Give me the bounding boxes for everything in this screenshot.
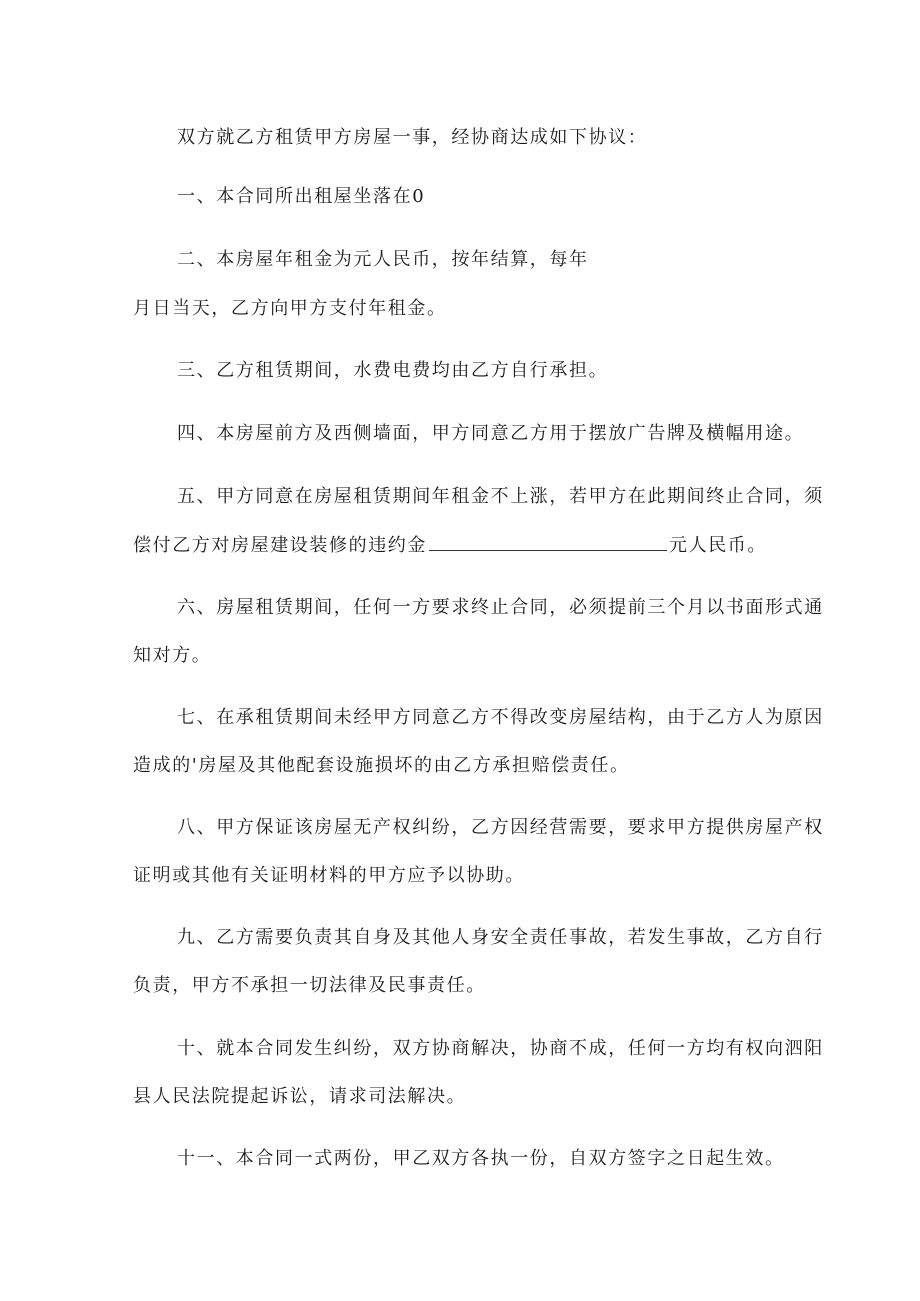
clause-7-line-2: 造成的'房屋及其他配套设施损坏的由乙方承担赔偿责任。 — [133, 755, 630, 776]
clause-1: 一、本合同所出租屋坐落在0 — [177, 186, 426, 207]
clause-4: 四、本房屋前方及西侧墙面，甲方同意乙方用于摆放广告牌及横幅用途。 — [177, 423, 805, 444]
clause-9-line-1: 九、乙方需要负责其自身及其他人身安全责任事故，若发生事故，乙方自行 — [177, 927, 824, 948]
clause-5-line-1: 五、甲方同意在房屋租赁期间年租金不上涨，若甲方在此期间终止合同，须 — [177, 486, 824, 507]
penalty-blank-line — [429, 534, 667, 551]
clause-5-line-2-pre: 偿付乙方对房屋建设装修的违约金 — [133, 535, 427, 556]
clause-2-line-1: 二、本房屋年租金为元人民币，按年结算，每年 — [177, 249, 589, 270]
clause-8-line-1: 八、甲方保证该房屋无产权纠纷，乙方因经营需要，要求甲方提供房屋产权 — [177, 817, 824, 838]
clause-5-line-2 — [133, 534, 767, 557]
intro-paragraph: 双方就乙方租赁甲方房屋一事，经协商达成如下协议： — [177, 127, 648, 148]
clause-6-line-2: 知对方。 — [133, 645, 212, 666]
clause-11: 十一、本合同一式两份，甲乙双方各执一份，自双方签字之日起生效。 — [177, 1148, 785, 1169]
clause-8-line-2: 证明或其他有关证明材料的甲方应予以协助。 — [133, 865, 525, 886]
clause-2-line-2: 月日当天，乙方向甲方支付年租金。 — [133, 298, 447, 319]
clause-7-line-1: 七、在承租赁期间未经甲方同意乙方不得改变房屋结构，由于乙方人为原因 — [177, 707, 824, 728]
clause-10-line-1: 十、就本合同发生纠纷，双方协商解决，协商不成，任何一方均有权向泗阳 — [177, 1038, 824, 1059]
clause-10-line-2: 县人民法院提起诉讼，请求司法解决。 — [133, 1086, 467, 1107]
clause-3: 三、乙方租赁期间，水费电费均由乙方自行承担。 — [177, 360, 609, 381]
clause-5-line-2-post: 元人民币。 — [669, 535, 767, 556]
clause-9-line-2: 负责，甲方不承担一切法律及民事责任。 — [133, 975, 486, 996]
clause-6-line-1: 六、房屋租赁期间，任何一方要求终止合同，必须提前三个月以书面形式通 — [177, 597, 824, 618]
